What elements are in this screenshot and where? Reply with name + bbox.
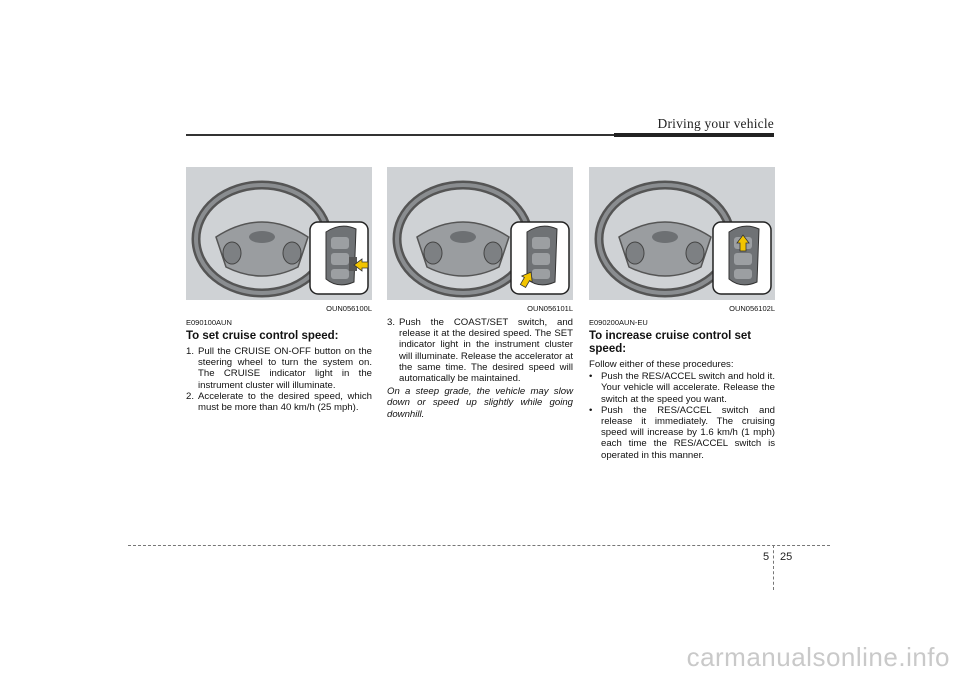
footer-divider [773,545,774,590]
list-item: • Push the RES/ACCEL switch and release it immediately. The cruising speed will increase by 1.6 km/h (1 mph) each time the RES/ACCEL switch is operated in this manner. [589,404,775,461]
page-header-title: Driving your vehicle [657,116,774,131]
header-rule [186,134,774,136]
intro-text: Follow either of these procedures: [589,359,734,370]
steering-wheel-icon [387,167,573,300]
column-2 [387,167,573,420]
column-3 [589,167,775,461]
section-code: E090200AUN-EU [589,318,648,327]
figure-code: OUN056101L [527,304,573,313]
steering-wheel-icon [186,167,372,300]
steering-wheel-figure-1 [186,167,372,300]
list-item: 3. Push the COAST/SET switch, and release it at the desired speed. The SET indicator light in the instrument cluster will illuminate. Release the accelerator at the same time. The desired speed will automatically be maintained. [387,317,573,385]
steering-wheel-icon [589,167,775,300]
footer-rule [128,545,830,546]
list-item: 1. Pull the CRUISE ON-OFF button on the steering wheel to turn the system on. The CRUISE indicator light in the instrument cluster will illuminate. [186,346,372,391]
italic-note: On a steep grade, the vehicle may slow down or speed up slightly while going downhill. [387,386,573,420]
section-title: To set cruise control speed: [186,330,339,342]
steering-wheel-figure-2 [387,167,573,300]
watermark: carmanualsonline.info [686,642,950,672]
list-item: • Push the RES/ACCEL switch and hold it. Your vehicle will accelerate. Release the switch at the speed you want. [589,371,775,405]
column-1 [186,167,372,413]
page-number: 25 [780,551,793,563]
list-item: 2. Accelerate to the desired speed, which must be more than 40 km/h (25 mph). [186,390,372,414]
section-title: To increase cruise control set speed: [589,330,752,355]
steering-wheel-figure-3 [589,167,775,300]
figure-code: OUN056100L [326,304,372,313]
figure-code: OUN056102L [729,304,775,313]
chapter-number: 5 [763,551,770,563]
section-code: E090100AUN [186,318,232,327]
